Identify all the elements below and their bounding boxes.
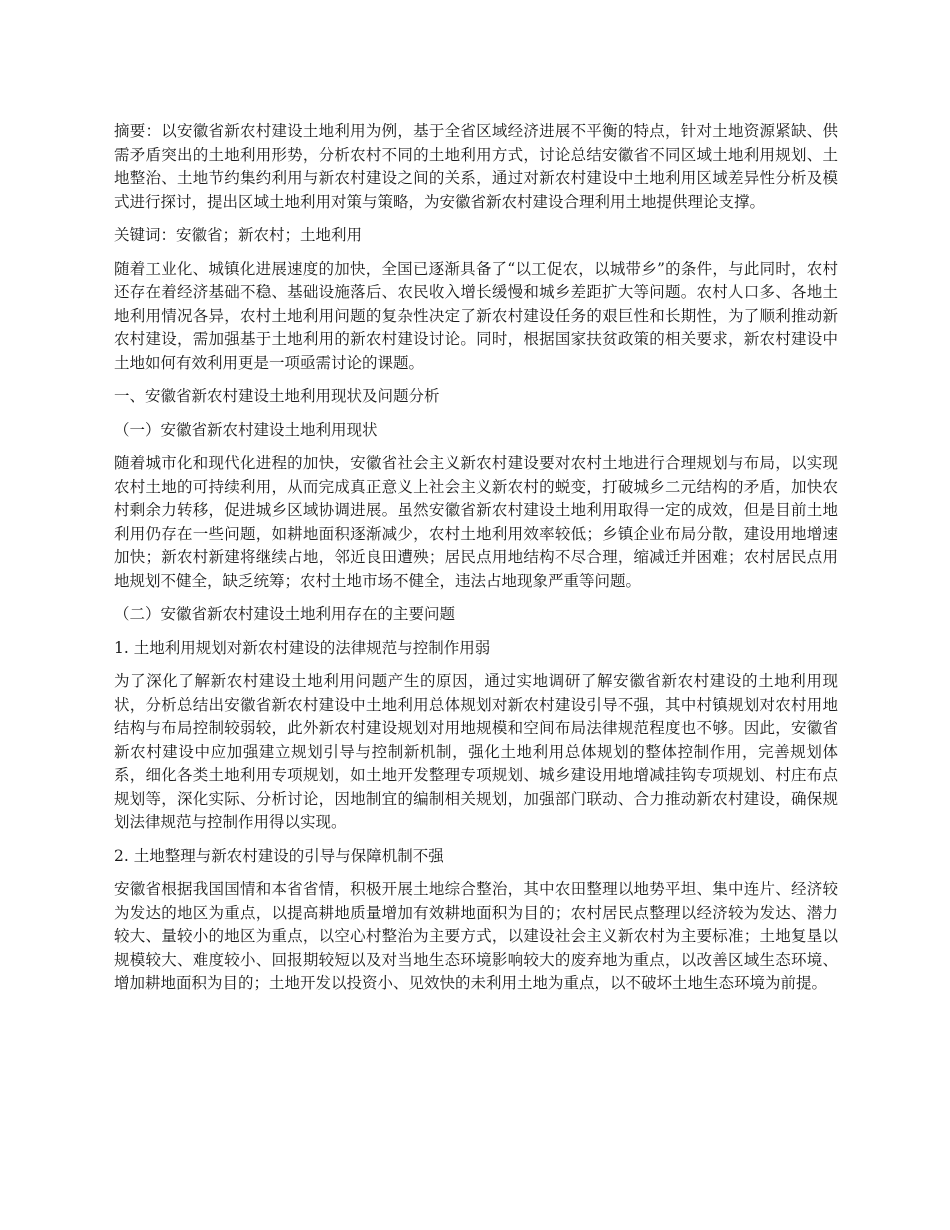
section-heading-1: 一、安徽省新农村建设土地利用现状及问题分析 xyxy=(114,387,440,405)
point-1-paragraph: 为了深化了解新农村建设土地利用问题产生的原因，通过实地调研了解安徽省新农村建设的土地利用现状，分析总结出安徽省新农村建设中土地利用总体规划对新农村建设引导不强，其中村镇规划对农村用地结构与布局控制较弱较，此外新农村建设规划对用地规模和空间布局法律规范程度也不够。因此，安徽省新农村建设中应加强建立规划引导与控制新机制，强化土地利用总体规划的整体控制作用，完善规划体系，细化各类土地利用专项规划，如土地开发整理专项规划、城乡建设用地增减挂钩专项规划、村庄布点规划等，深化实际、分析讨论，因地制宜的编制相关规划，加强部门联动、合力推动新农村建设，确保规划法律规范与控制作用得以实现。 xyxy=(114,672,838,831)
subsection-heading-1: （一）安徽省新农村建设土地利用现状 xyxy=(114,420,378,439)
point-heading-1: 1. 土地利用规划对新农村建设的法律规范与控制作用弱 xyxy=(114,638,491,657)
point-heading-2: 2. 土地整理与新农村建设的引导与保障机制不强 xyxy=(114,846,444,865)
abstract-paragraph: 摘要：以安徽省新农村建设土地利用为例，基于全省区域经济进展不平衡的特点，针对土地资源紧缺、供需矛盾突出的土地利用形势，分析农村不同的土地利用方式，讨论总结安徽省不同区域土地利用规划、土地整治、土地节约集约利用与新农村建设之间的关系，通过对新农村建设中土地利用区域差异性分析及模式进行探讨，提出区域土地利用对策与策略，为安徽省新农村建设合理利用土地提供理论支撑。 xyxy=(114,122,838,211)
intro-paragraph: 随着工业化、城镇化进展速度的加快，全国已逐渐具备了“以工促农，以城带乡”的条件，与此同时，农村还存在着经济基础不稳、基础设施落后、农民收入增长缓慢和城乡差距扩大等问题。农村人口多、各地土地利用情况各异，农村土地利用问题的复杂性决定了新农村建设任务的艰巨性和长期性，为了顺利推动新农村建设，需加强基于土地利用的新农村建设讨论。同时，根据国家扶贫政策的相关要求，新农村建设中土地如何有效利用更是一项亟需讨论的课题。 xyxy=(114,259,838,372)
subsection-1-paragraph: 随着城市化和现代化进程的加快，安徽省社会主义新农村建设要对农村土地进行合理规划与布局，以实现农村土地的可持续利用，从而完成真正意义上社会主义新农村的蜕变，打破城乡二元结构的矛盾，加快农村剩余力转移，促进城乡区域协调进展。虽然安徽省新农村建设土地利用取得一定的成效，但是目前土地利用仍存在一些问题，如耕地面积逐渐减少，农村土地利用效率较低；乡镇企业布局分散，建设用地增速加快；新农村新建将继续占地，邻近良田遭殃；居民点用地结构不尽合理，缩减迁并困难；农村居民点用地规划不健全，缺乏统筹；农村土地市场不健全，违法占地现象严重等问题。 xyxy=(114,454,838,590)
keywords-line: 关键词：安徽省；新农村；土地利用 xyxy=(114,226,363,244)
subsection-heading-2: （二）安徽省新农村建设土地利用存在的主要问题 xyxy=(114,605,456,623)
document-body xyxy=(114,120,838,1006)
point-2-paragraph: 安徽省根据我国国情和本省省情，积极开展土地综合整治，其中农田整理以地势平坦、集中连片、经济较为发达的地区为重点，以提高耕地质量增加有效耕地面积为目的；农村居民点整理以经济较为发达、潜力较大、量较小的地区为重点，以空心村整治为主要方式，以建设社会主义新农村为主要标准；土地复垦以规模较大、难度较小、回报期较短以及对当地生态环境影响较大的废弃地为重点，以改善区域生态环境、增加耕地面积为目的；土地开发以投资小、见效快的未利用土地为重点，以不破坏土地生态环境为前提。 xyxy=(114,880,838,992)
